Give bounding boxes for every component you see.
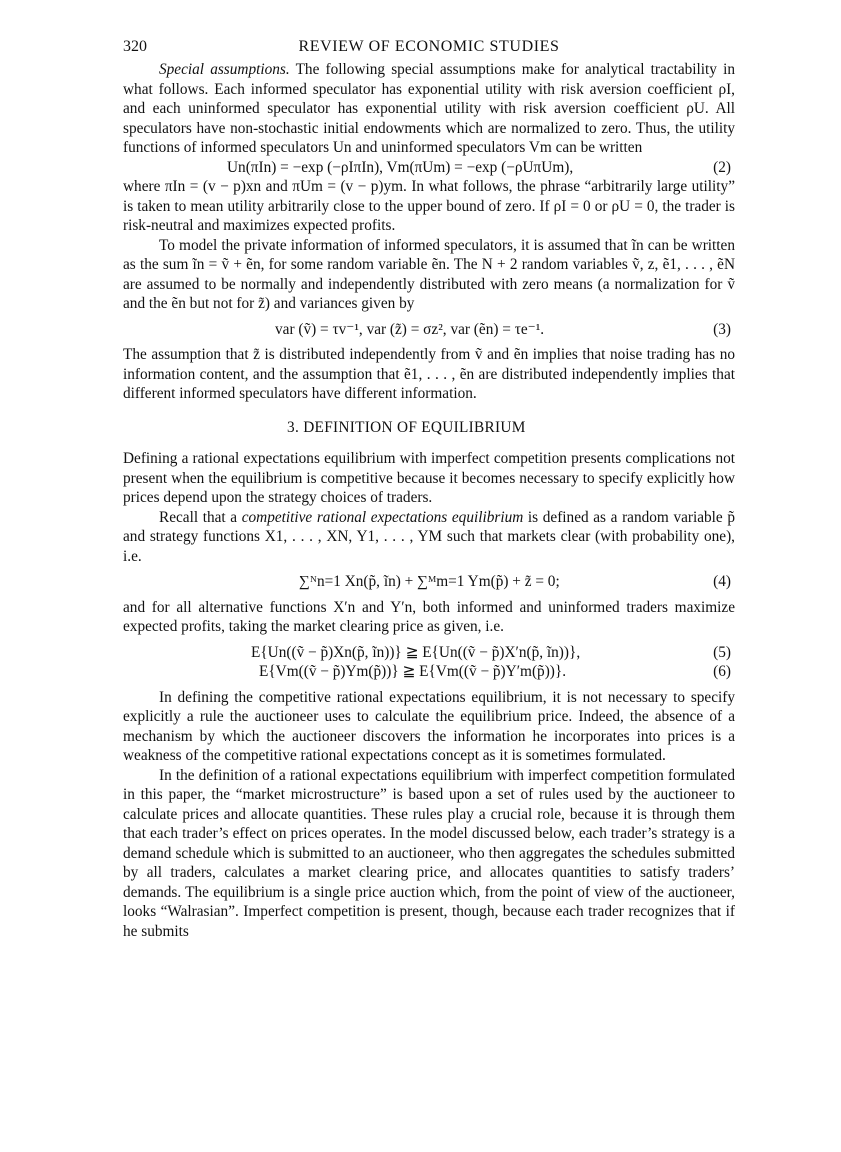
paragraph-auctioneer-rule: In defining the competitive rational expectations equilibrium, it is not necessary to specify explicitly a rule the auctioneer uses to calculate the equilibrium price. Indeed, the absence of a mechanism by which the auctioneer discovers the information he incorporates into prices is a weakness of the competitive rational expectations concept as it is sometimes formulated. (123, 688, 735, 764)
emphasis-term: competitive rational expectations equilibrium (241, 508, 524, 526)
equation-body: E{Un((ṽ − p̃)Xn(p̃, ĩn))} ≧ E{Un((ṽ − p̃)X′n(p̃, ĩn))}, (251, 643, 581, 661)
body-text (123, 60, 735, 941)
paragraph-lead: Special assumptions. (159, 61, 290, 78)
paragraph-competitive-ree (123, 508, 735, 567)
paragraph-noise-trading: The assumption that z̃ is distributed independently from ṽ and ẽn implies that noise trading has no information content, and the assumption that ẽ1, . . . , ẽn are distributed independently implies that different informed speculators have different information. (123, 346, 735, 402)
equation-body: E{Vm((ṽ − p̃)Ym(p̃))} ≧ E{Vm((ṽ − p̃)Y′m(p̃))}. (259, 663, 567, 680)
equation-body: ∑ᴺn=1 Xn(p̃, ĩn) + ∑ᴹm=1 Ym(p̃) + z̃ = 0; (299, 573, 560, 590)
text-run: Recall that a (159, 508, 242, 526)
equation-4 (123, 572, 735, 592)
equation-3 (123, 320, 735, 340)
paragraph-alternative-functions: and for all alternative functions X′n and Y′n, both informed and uninformed traders maximize expected profits, taking the market clearing price as given, i.e. (123, 598, 735, 635)
paragraph-body: The following special assumptions make for analytical tractability in what follows. Each informed speculator has exponential utility with risk aversion coefficient ρI, and each uninformed speculator has exponential utility with risk aversion coefficient ρU. All speculators have non-stochastic initial endowments which are normalized to zero. Thus, the utility functions of informed speculators Un and uninformed speculators Vm can be written (123, 61, 736, 156)
text-run: is defined as a random variable p̃ and strategy functions X1, . . . , XN, Y1, . . . , YM such that markets clear (with probability one), i.e. (123, 508, 735, 565)
section-title: 3. DEFINITION OF EQUILIBRIUM (287, 418, 526, 436)
page-header (123, 38, 735, 60)
equation-body: Un(πIn) = −exp (−ρIπIn), Vm(πUm) = −exp (−ρUπUm), (227, 158, 574, 176)
equation-number: (4) (713, 573, 731, 590)
page-number: 320 (123, 38, 147, 55)
equation-number: (5) (713, 643, 731, 661)
equation-number: (3) (713, 320, 731, 338)
paragraph-special-assumptions (123, 60, 735, 158)
paragraph-profits: where πIn = (v − p)xn and πUm = (v − p)ym. In what follows, the phrase “arbitrarily large utility” is taken to mean utility arbitrarily close to the upper bound of zero. If ρI = 0 or ρU = 0, the trader is risk-neutral and maximizes expected profits. (123, 178, 735, 234)
paragraph-private-information: To model the private information of informed speculators, it is assumed that ĩn can be written as the sum ĩn = ṽ + ẽn, for some random variable ẽn. The N + 2 random variables ṽ, z, ẽ1, . . . , ẽN are assumed to be normally and independently distributed with zero means (a normalization for ṽ and the ẽn but not for z̃) and variances given by (123, 236, 735, 312)
equation-6 (123, 662, 735, 682)
running-head: REVIEW OF ECONOMIC STUDIES (298, 38, 560, 55)
equation-5 (123, 643, 735, 663)
paragraph-defining-equilibrium: Defining a rational expectations equilibrium with imperfect competition presents complications not present when the equilibrium is competitive because it becomes necessary to specify explicitly how prices depend upon the strategy choices of traders. (123, 450, 735, 506)
equation-2 (123, 158, 735, 178)
equation-number: (2) (713, 158, 731, 176)
journal-page (123, 38, 735, 941)
equation-number: (6) (713, 663, 731, 680)
paragraph-market-microstructure: In the definition of a rational expectations equilibrium with imperfect competition formulated in this paper, the “market microstructure” is based upon a set of rules used by the auctioneer to calculate prices and allocate quantities. These rules play a crucial role, because it is through them that each trader’s effect on prices operates. In the model discussed below, each trader’s strategy is a demand schedule which is submitted to an auctioneer, who then aggregates the schedules submitted by all traders, calculates a market clearing price, and allocates quantities to satisfy traders’ demands. The equilibrium is a single price auction which, from the point of view of the auctioneer, looks “Walrasian”. Imperfect competition is present, though, because each trader recognizes that if he submits (123, 766, 735, 940)
equation-body: var (ṽ) = τv⁻¹, var (z̃) = σz², var (ẽn) = τe⁻¹. (275, 320, 545, 338)
